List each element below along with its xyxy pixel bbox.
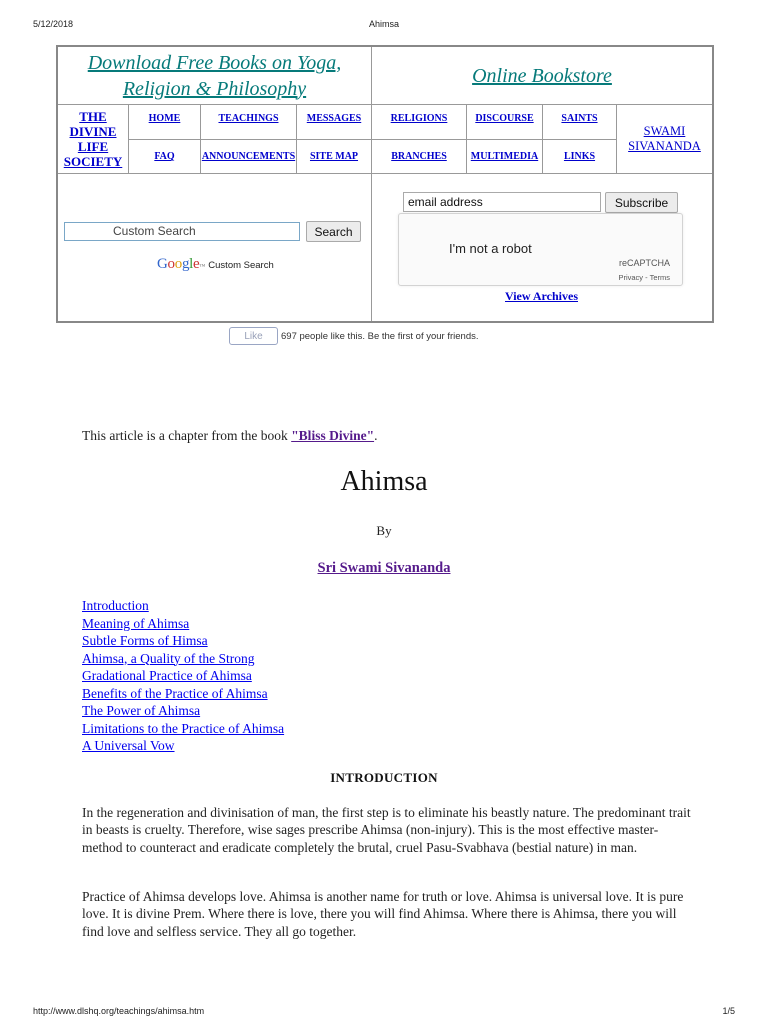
download-books-link-line2[interactable]: Religion & Philosophy — [122, 77, 307, 100]
like-button[interactable]: Like — [229, 327, 278, 345]
intro-suffix: . — [374, 428, 378, 443]
swami-sivananda-cell — [617, 105, 712, 173]
nav-discourse-cell — [467, 105, 542, 139]
search-button[interactable]: Search — [306, 221, 361, 242]
nav-links-link[interactable]: LINKS — [563, 151, 596, 162]
toc-item[interactable]: Limitations to the Practice of Ahimsa — [82, 720, 285, 736]
nav-saints-link[interactable]: SAINTS — [561, 113, 598, 124]
nav-faq-link[interactable]: FAQ — [154, 151, 175, 162]
page-title: Ahimsa — [340, 466, 428, 497]
nav-faq-cell — [129, 140, 200, 173]
nav-home-link[interactable]: HOME — [148, 113, 181, 124]
print-date: 5/12/2018 — [33, 19, 74, 29]
dls-link-line3[interactable]: LIFE — [77, 139, 109, 154]
nav-sitemap-cell — [297, 140, 371, 173]
chapter-intro-line — [82, 428, 377, 444]
byline-by: By — [376, 523, 392, 538]
toc-item[interactable]: Benefits of the Practice of Ahimsa — [82, 685, 268, 701]
toc-item[interactable]: The Power of Ahimsa — [82, 703, 201, 718]
nav-messages-cell — [297, 105, 371, 139]
custom-search-label: Custom Search — [208, 260, 274, 271]
toc-item[interactable]: Subtle Forms of Himsa — [82, 633, 208, 648]
like-count-text: 697 people like this. Be the first of your friends. — [281, 331, 479, 342]
print-title: Ahimsa — [368, 19, 399, 29]
nav-branches-link[interactable]: BRANCHES — [391, 151, 447, 162]
download-books-link-line1[interactable]: Download Free Books on Yoga, — [87, 51, 342, 74]
online-bookstore-cell — [372, 47, 712, 104]
nav-messages-link[interactable]: MESSAGES — [306, 113, 362, 124]
nav-multimedia-cell — [467, 140, 542, 173]
nav-saints-cell — [543, 105, 616, 139]
print-page-number: 1/5 — [722, 1006, 735, 1016]
toc-item[interactable]: Meaning of Ahimsa — [82, 615, 190, 631]
custom-search-input[interactable]: Custom Search — [64, 222, 300, 241]
recaptcha-brand: reCAPTCHA — [618, 258, 670, 268]
swami-sivananda-link-line1[interactable]: SWAMI — [643, 124, 686, 138]
nav-branches-cell — [372, 140, 466, 173]
recaptcha-terms[interactable]: Privacy - Terms — [618, 273, 670, 282]
paragraph-1: In the regeneration and divinisation of man, the first step is to eliminate his beastly nature. The predominant trait in beasts is cruelty. Therefore, wise sages prescribe Ahimsa (non-injury). This is the most effective master-method to counteract and eradicate completely the brutal, cruel Pasu-Svabhava (bestial nature) in man. — [82, 805, 691, 855]
nav-religions-link[interactable]: RELIGIONS — [390, 113, 448, 124]
bliss-divine-link[interactable]: "Bliss Divine" — [291, 428, 375, 443]
dls-cell — [58, 105, 128, 173]
toc-item[interactable]: A Universal Vow — [82, 738, 175, 753]
nav-announcements-cell — [201, 140, 296, 173]
author-link — [0, 560, 768, 577]
google-logo: Google — [157, 256, 200, 272]
nav-sitemap-link[interactable]: SITE MAP — [309, 151, 359, 162]
author-link-text[interactable]: Sri Swami Sivananda — [317, 560, 451, 576]
recaptcha-label[interactable]: I'm not a robot — [449, 241, 532, 256]
view-archives-link[interactable]: View Archives — [505, 289, 578, 303]
section-heading: INTRODUCTION — [330, 770, 438, 785]
nav-multimedia-link[interactable]: MULTIMEDIA — [470, 151, 539, 162]
dls-link-line1[interactable]: THE — [79, 109, 107, 124]
table-of-contents — [82, 597, 284, 755]
email-address-input[interactable]: email address — [403, 192, 601, 212]
nav-teachings-link[interactable]: TEACHINGS — [218, 113, 279, 124]
dls-link-line4[interactable]: SOCIETY — [63, 154, 123, 169]
nav-teachings-cell — [201, 105, 296, 139]
online-bookstore-link[interactable]: Online Bookstore — [472, 64, 612, 87]
toc-item[interactable]: Gradational Practice of Ahimsa — [82, 668, 252, 683]
dls-link-line2[interactable]: DIVINE — [69, 124, 117, 139]
paragraph-2: Practice of Ahimsa develops love. Ahimsa is another name for truth or love. Ahimsa is universal love. It is pure love. It is divine Prem. Where there is love, there you will find Ahimsa. Where there is Ahimsa, there you will find love and selfless service. They all go together. — [82, 889, 684, 939]
swami-sivananda-link-line2[interactable]: SIVANANDA — [628, 139, 701, 153]
print-url: http://www.dlshq.org/teachings/ahimsa.htm — [33, 1006, 205, 1016]
toc-item[interactable]: Ahimsa, a Quality of the Strong — [82, 650, 255, 666]
recaptcha-widget — [398, 213, 683, 286]
trademark-icon: ™ — [199, 264, 206, 270]
nav-links-cell — [543, 140, 616, 173]
google-custom-search-branding — [157, 256, 274, 273]
intro-prefix: This article is a chapter from the book — [82, 428, 292, 443]
nav-home-cell — [129, 105, 200, 139]
toc-item[interactable]: Introduction — [82, 598, 149, 613]
nav-discourse-link[interactable]: DISCOURSE — [475, 113, 534, 124]
subscribe-button[interactable]: Subscribe — [605, 192, 678, 213]
nav-religions-cell — [372, 105, 466, 139]
nav-announcements-link[interactable]: ANNOUNCEMENTS — [201, 151, 296, 162]
download-books-cell — [58, 47, 371, 104]
